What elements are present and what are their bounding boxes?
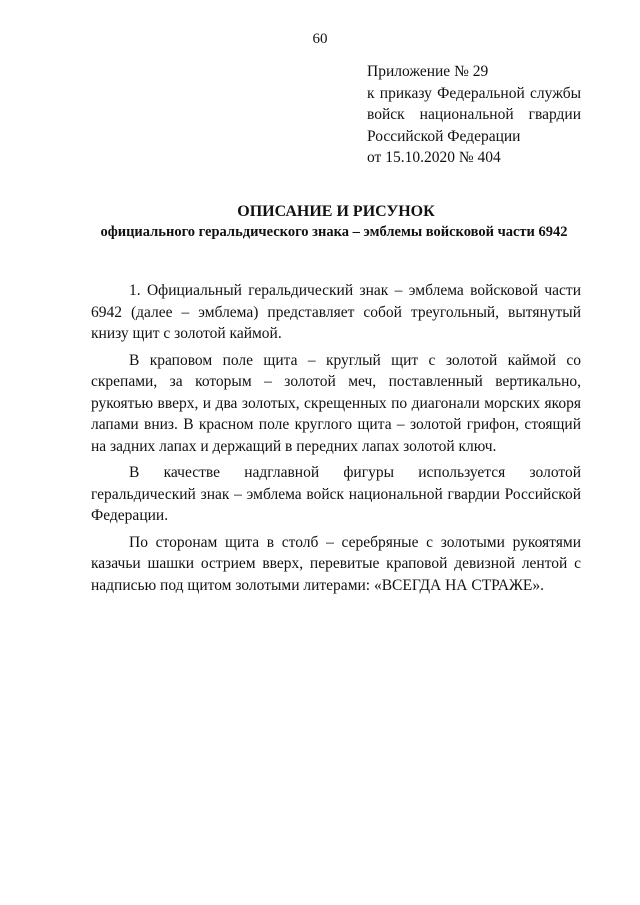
- paragraph: В краповом поле щита – круглый щит с золотой каймой со скрепами, за которым – золотой меч, поставленный вертикально, рукоятью вверх, и два золотых, скрещенных по диагонали морских якоря лапами вниз. В красном поле круглого щита – золотой грифон, стоящий на задних лапах и держащий в передних лапах золотой ключ.: [91, 351, 581, 455]
- paragraph: По сторонам щита в столб – серебряные с золотыми рукоятями казачьи шашки острием вверх, перевитые краповой девизной лентой с надписью под щитом золотыми литерами: «ВСЕГДА НА СТРАЖЕ».: [91, 533, 581, 594]
- annex-line-country: Российской Федерации: [367, 127, 521, 145]
- annex-line-order: к приказу Федеральной службы: [367, 84, 581, 102]
- paragraph: 1. Официальный геральдический знак – эмблема войсковой части 6942 (далее – эмблема) представляет собой треугольный, вытянутый книзу щит с золотой каймой.: [91, 282, 581, 342]
- document-title: ОПИСАНИЕ И РИСУНОК: [237, 203, 435, 220]
- annex-header: [367, 61, 581, 169]
- page-number: 60: [312, 31, 328, 47]
- paragraph: В качестве надглавной фигуры используется золотой геральдический знак – эмблема войск национальной гвардии Российской Федерации.: [91, 464, 581, 524]
- annex-line-troops: войск национальной гвардии: [367, 106, 581, 124]
- document-body: [91, 280, 581, 601]
- document-subtitle: официального геральдического знака – эмблемы войсковой части 6942: [100, 224, 568, 240]
- annex-line-number: Приложение № 29: [367, 63, 489, 80]
- annex-line-date: от 15.10.2020 № 404: [367, 149, 501, 167]
